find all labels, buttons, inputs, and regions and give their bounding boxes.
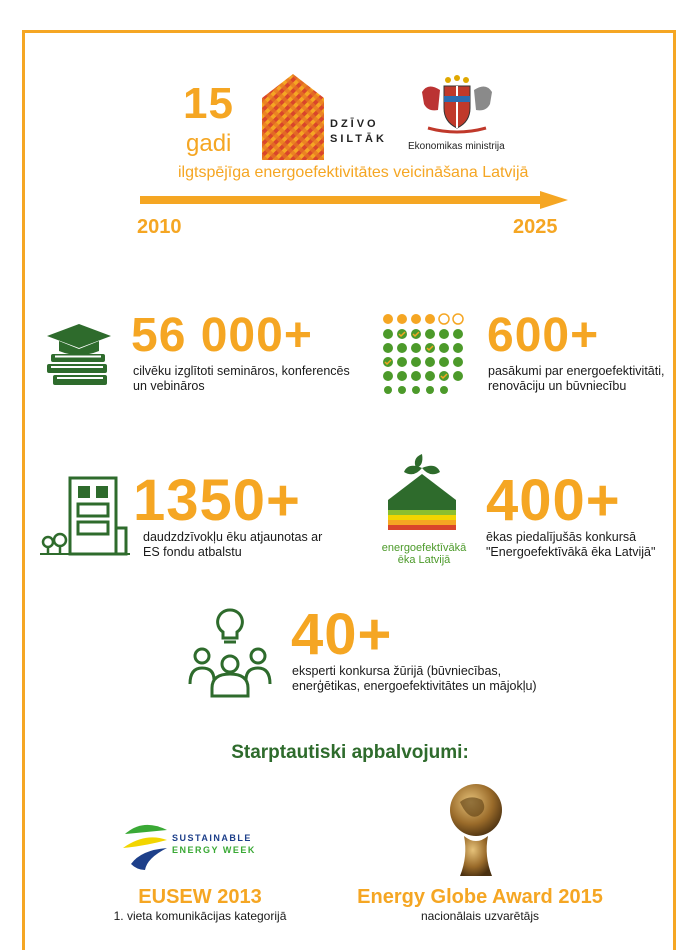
experts-lightbulb-icon bbox=[188, 606, 272, 698]
stat-buildings-desc-1: daudzdzīvokļu ēku atjaunotas ar bbox=[143, 530, 323, 544]
stat-educated-desc-1: cilvēku izglītoti semināros, konferencēs bbox=[133, 364, 350, 378]
stat-contest-desc-2: "Energoefektīvākā ēka Latvijā" bbox=[486, 545, 656, 559]
stat-experts-desc-2: enerģētikas, energoefektivitātes un mājokļu) bbox=[292, 679, 537, 693]
stat-buildings-desc-2: ES fondu atbalstu bbox=[143, 545, 242, 559]
contest-house-logo-icon bbox=[386, 448, 458, 544]
awards-heading: Starptautiski apbalvojumi: bbox=[231, 742, 469, 763]
calendar-grid-icon bbox=[381, 312, 469, 394]
eusew-logo-line2: ENERGY WEEK bbox=[172, 845, 256, 855]
award-eusew-subtitle: 1. vieta komunikācijas kategorijā bbox=[113, 909, 287, 923]
contest-logo-text bbox=[374, 542, 474, 566]
eusew-logo-icon bbox=[121, 818, 169, 872]
graduation-cap-icon bbox=[45, 322, 113, 388]
stat-educated-value: 56 000+ bbox=[131, 309, 313, 362]
stat-buildings-value: 1350+ bbox=[133, 468, 301, 533]
stat-events-desc-1: pasākumi par energoefektivitāti, bbox=[488, 364, 665, 378]
award-globe-title: Energy Globe Award 2015 bbox=[357, 886, 603, 908]
tagline: ilgtspējīga energoefektivitātes veicināšana Latvijā bbox=[178, 164, 529, 181]
energy-globe-trophy-icon bbox=[442, 780, 510, 880]
stat-experts-value: 40+ bbox=[291, 602, 393, 667]
years-number: 15 bbox=[183, 79, 234, 128]
contest-logo-line1: energoefektīvākā bbox=[381, 542, 467, 554]
award-globe-subtitle: nacionālais uzvarētājs bbox=[420, 909, 540, 923]
year-start: 2010 bbox=[137, 216, 182, 238]
award-eusew-title: EUSEW 2013 bbox=[138, 886, 262, 908]
brand-line2: SILTĀK bbox=[330, 133, 387, 145]
years-word: gadi bbox=[186, 130, 232, 157]
apartment-building-icon bbox=[40, 474, 130, 556]
ministry-name: Ekonomikas ministrija bbox=[408, 141, 505, 152]
stat-educated-desc-2: un vebināros bbox=[133, 379, 205, 393]
stat-events-desc-2: renovāciju un būvniecību bbox=[488, 379, 627, 393]
stat-events-value: 600+ bbox=[487, 309, 600, 362]
stat-contest-value: 400+ bbox=[486, 468, 621, 533]
timeline-arrow-icon bbox=[140, 191, 568, 209]
dzivo-siltak-logo-icon bbox=[262, 74, 324, 160]
contest-logo-line2: ēka Latvijā bbox=[397, 554, 451, 566]
eusew-logo-line1: SUSTAINABLE bbox=[172, 833, 252, 843]
brand-line1: DZĪVO bbox=[330, 118, 379, 130]
year-end: 2025 bbox=[513, 216, 558, 238]
coat-of-arms-icon bbox=[418, 72, 496, 138]
stat-contest-desc-1: ēkas piedalījušās konkursā bbox=[486, 530, 637, 544]
stat-experts-desc-1: eksperti konkursa žūrijā (būvniecības, bbox=[292, 664, 502, 678]
